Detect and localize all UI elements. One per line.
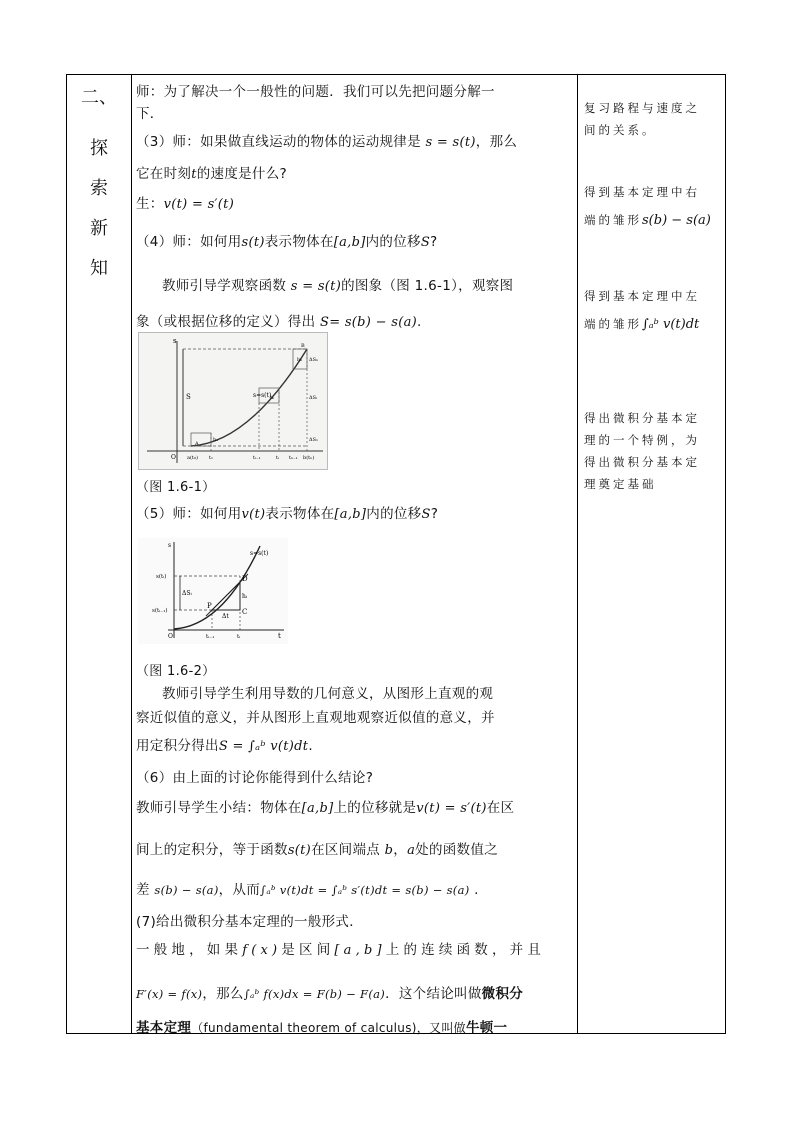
- q5-text: （5）师：如何用: [136, 506, 242, 522]
- text-line-2: 下．: [136, 106, 164, 122]
- fig1-rect-1: [191, 433, 211, 446]
- fig2-label-curve: s=s(t): [250, 550, 269, 557]
- section-char-4: 知: [90, 258, 108, 279]
- c2-formula: s(t): [287, 843, 312, 858]
- general-1: [136, 938, 545, 958]
- g2-formula-1: F′(x) = f(x): [136, 987, 203, 1001]
- g1-formula: f(x): [242, 943, 282, 958]
- c2-text-2: 在区间端点: [311, 842, 381, 858]
- conclusion-1: [136, 796, 514, 816]
- fig1-label-b: b(tₙ): [303, 455, 315, 461]
- g3-bold: 基本定理: [136, 1020, 192, 1036]
- conclusion-3: [136, 878, 479, 898]
- note-3a: 得到基本定理中左: [584, 289, 700, 303]
- c3-formula-2: ∫ₐᵇ v(t)dt = ∫ₐᵇ s′(t)dt = s(b) − s(a): [260, 883, 470, 897]
- g2-formula-2: ∫ₐᵇ f(x)dx = F(b) − F(a): [243, 987, 386, 1001]
- question-6: （6）由上面的讨论你能得到什么结论?: [136, 770, 374, 786]
- q5-text-3: 内的位移: [366, 506, 422, 522]
- general-3: [136, 1016, 507, 1036]
- q5-text-2: 表示物体在: [265, 506, 335, 522]
- note-2b-formula: s(b) − s(a): [642, 213, 711, 228]
- g2-bold: 微积分: [481, 986, 524, 1002]
- note-2a: 得到基本定理中右: [584, 185, 700, 199]
- fig2-label-hi: hᵢ: [242, 593, 248, 600]
- fig2-label-dt: Δt: [222, 613, 229, 620]
- p1-text: 教师引导学观察函数: [162, 278, 287, 294]
- section-title: [67, 81, 131, 278]
- fig1-label-dsn: ΔSₙ: [309, 357, 319, 363]
- note-2b: [584, 212, 711, 228]
- q3-text-end: ，那么: [475, 134, 518, 150]
- fig1-label-S: S: [186, 393, 191, 401]
- c2-var-a: a: [407, 843, 416, 858]
- note-4c: 得出微积分基本定: [584, 455, 700, 469]
- c2-var-b: b: [384, 843, 394, 858]
- question-7: (7)给出微积分基本定理的一般形式．: [136, 914, 364, 930]
- fig1-label-ds1: ΔS₁: [309, 437, 319, 443]
- g1-interval: [a,b]: [334, 943, 386, 958]
- question-5: [136, 502, 438, 522]
- p5-text: 用定积分得出: [136, 738, 219, 754]
- paragraph-5: [136, 734, 313, 754]
- fig2-label-t: t: [278, 632, 281, 640]
- fig2-label-dsi: ΔSᵢ: [182, 590, 192, 597]
- q5-var-S: S: [421, 507, 431, 522]
- q5-end: ?: [430, 506, 439, 522]
- fig2-label-ti1: tᵢ₋₁: [206, 634, 215, 640]
- fig2-label-D: D: [242, 575, 248, 583]
- c2-text: 间上的定积分，等于函数: [136, 842, 288, 858]
- c3-formula-1: s(b) − s(a): [154, 883, 219, 897]
- q4-text: （4）师：如何用: [136, 234, 242, 250]
- g2-text: ，那么: [202, 986, 244, 1002]
- fig1-label-curve: s=s(t): [253, 392, 272, 399]
- c1-text: 教师引导学生小结：物体在: [136, 800, 302, 816]
- col-divider-1: [131, 75, 132, 1033]
- col-divider-2: [577, 75, 578, 1033]
- note-1b: 间的关系。: [584, 123, 657, 137]
- g1-end: 上的连续函数，并且: [385, 942, 546, 958]
- note-3b-text: 端的雏形: [584, 317, 642, 331]
- note-4b: 理的一个特例，为: [584, 433, 700, 447]
- q4-text-3: 内的位移: [365, 234, 421, 250]
- g3-bold-2: 牛顿一: [465, 1020, 508, 1036]
- p2-end: .: [417, 314, 422, 330]
- answer-formula: v(t) = s′(t): [163, 197, 235, 212]
- c2-comma: ，: [393, 842, 408, 858]
- note-4a: 得出微积分基本定: [584, 411, 700, 425]
- answer-line: [136, 192, 234, 212]
- c3-text-2: ，从而: [218, 882, 261, 898]
- note-3b: [584, 316, 699, 332]
- general-2: [136, 982, 523, 1002]
- q3-cont-end: 的速度是什么?: [196, 166, 287, 182]
- p1-formula: s = s(t): [290, 279, 342, 294]
- question-3: [136, 130, 517, 150]
- note-1a: 复习路程与速度之: [584, 101, 700, 115]
- figure-2-caption: （图 1.6-2）: [136, 664, 216, 679]
- p2-text: 象（或根据位移的定义）得出: [136, 314, 316, 330]
- conclusion-2: [136, 838, 498, 858]
- section-number: 二、: [81, 87, 117, 108]
- fig1-label-ti: tᵢ: [276, 455, 280, 461]
- paragraph-1-cont: [136, 310, 422, 330]
- fig2-label-sti: s(tᵢ): [156, 574, 167, 580]
- c3-text: 差: [136, 882, 150, 898]
- c1-interval: [a,b]: [301, 801, 334, 816]
- section-char-3: 新: [90, 218, 108, 239]
- q4-interval: [a,b]: [333, 235, 366, 250]
- answer-label: 生：: [136, 196, 164, 212]
- paragraph-1: [162, 274, 513, 294]
- fig2-label-P: P: [207, 602, 212, 610]
- text-line-1: 师：为了解决一个一般性的问题．我们可以先把问题分解一: [136, 84, 495, 100]
- figure-1-6-2: [138, 538, 288, 644]
- q3-formula: s = s(t): [425, 135, 476, 150]
- fig1-label-dsi: ΔSᵢ: [309, 395, 318, 401]
- note-4d: 理奠定基础: [584, 477, 657, 491]
- fig2-label-ti: tᵢ: [237, 634, 241, 640]
- c3-end: .: [474, 882, 479, 898]
- fig2-label-C: C: [242, 608, 248, 616]
- paragraph-4: 察近似值的意义，并从图形上直观地观察近似值的意义，并: [136, 710, 495, 726]
- fig1-label-hi: hᵢ: [270, 395, 275, 401]
- figure-1-caption: （图 1.6-1）: [136, 480, 216, 495]
- q4-var-S: S: [420, 235, 431, 250]
- figure-1-6-1: [138, 332, 328, 470]
- note-2b-text: 端的雏形: [584, 213, 642, 227]
- fig1-label-hn: hₙ: [297, 357, 303, 363]
- p2-formula: S= s(b) − s(a): [320, 315, 417, 330]
- q5-interval: [a,b]: [334, 507, 367, 522]
- fig1-label-B: B: [301, 343, 305, 349]
- q4-text-2: 表示物体在: [264, 234, 334, 250]
- q3-text: （3）师：如果做直线运动的物体的运动规律是: [136, 134, 421, 150]
- p5-formula: S = ∫ₐᵇ v(t)dt: [218, 739, 309, 754]
- fig2-label-sti1: s(tᵢ₋₁): [152, 608, 168, 614]
- paragraph-3: 教师引导学生利用导数的几何意义，从图形上直观的观: [162, 686, 494, 702]
- fig1-label-h1: h₁: [213, 437, 219, 443]
- p1-text-end: 的图象（图 1.6-1），观察图: [341, 278, 514, 294]
- note-3b-formula: ∫ₐᵇ v(t)dt: [642, 317, 700, 332]
- c1-formula: v(t) = s′(t): [416, 801, 487, 816]
- c2-end: 处的函数值之: [415, 842, 498, 858]
- question-4: [136, 230, 438, 250]
- q5-formula: v(t): [241, 507, 266, 522]
- q4-text-end: ?: [430, 234, 438, 250]
- fig1-label-t1: t₁: [209, 455, 214, 461]
- p5-end: .: [308, 738, 313, 754]
- fig1-label-A: A: [195, 441, 199, 447]
- q3-cont-text: 它在时刻: [136, 166, 192, 182]
- g1-text: 一般地，如果: [136, 942, 243, 958]
- fig1-label-a: a(t₀): [187, 455, 198, 461]
- fig2-label-o: O: [168, 633, 173, 640]
- question-3-cont: [136, 162, 287, 182]
- c1-end: 在区: [486, 800, 515, 816]
- fig1-label-y: s: [173, 337, 177, 345]
- g3-text: （fundamental theorem of calculus)，又叫做: [191, 1021, 466, 1035]
- c1-text-2: 上的位移就是: [333, 800, 417, 816]
- fig1-label-O: O: [171, 454, 176, 461]
- section-char-2: 索: [90, 178, 108, 199]
- g1-text-2: 是区间: [281, 942, 335, 958]
- section-char-1: 探: [90, 138, 108, 159]
- fig1-label-ti1: tᵢ₋₁: [253, 455, 261, 461]
- fig1-curve: [191, 349, 307, 446]
- q3-var-t: t: [191, 167, 197, 182]
- fig1-label-tn1: tₙ₋₁: [289, 455, 298, 461]
- g2-text-2: ．这个结论叫做: [385, 986, 482, 1002]
- q4-formula: s(t): [241, 235, 265, 250]
- fig2-label-y: s: [168, 542, 172, 549]
